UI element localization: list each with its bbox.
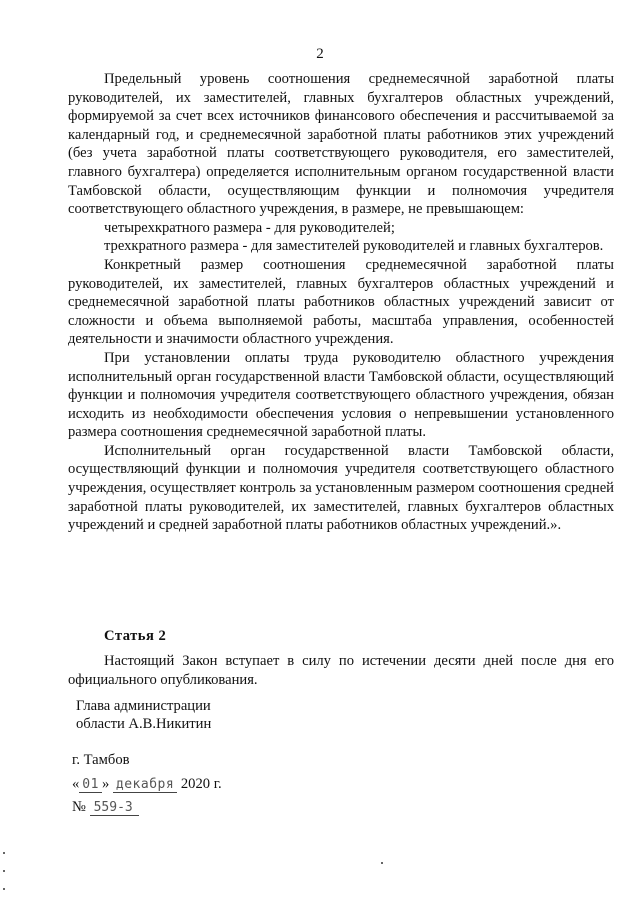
law-number: [72, 799, 139, 816]
date-day: 01: [79, 777, 102, 793]
article-2-text-block: [68, 652, 614, 689]
article-2-heading: Статья 2: [104, 628, 167, 644]
date-year: 2020 г.: [180, 776, 222, 792]
number-label: №: [72, 799, 86, 815]
number-value: 559-З: [90, 800, 139, 816]
date-month: декабря: [113, 777, 177, 793]
signature-block: [76, 697, 211, 733]
article-1-continuation: [68, 70, 614, 535]
paragraph-heads: четырехкратного размера - для руководителей;: [104, 219, 395, 236]
paragraph-specific-ratio: Конкретный размер соотношения среднемесячной заработной платы руководителей, их заместителей, главных бухгалтеров областных учреждений и среднемесячной заработной платы работников областных учреждений зависит от сложности и объема выполняемой работы, масштаба управления, особенностей деятельности и значимости областного учреждения.: [68, 256, 614, 348]
scan-artifact: [3, 888, 5, 890]
paragraph-control: Исполнительный орган государственной власти Тамбовской области, осуществляющий функции и полномочия учредителя соответствующего областного учреждения, осуществляет контроль за установленным размером соотношения средней заработной платы руководителей, их заместителей, главных бухгалтеров областных учреждений и средней заработной платы работников областных учреждений.».: [68, 442, 614, 534]
date-close-quote: »: [101, 776, 110, 792]
article-2-text: Настоящий Закон вступает в силу по истечении десяти дней после дня его официального опубликования.: [68, 653, 614, 688]
signing-date: [72, 776, 222, 793]
paragraph-deputies: трехкратного размера - для заместителей руководителей и главных бухгалтеров.: [104, 238, 604, 255]
city: г. Тамбов: [72, 752, 130, 768]
paragraph-pay-setting: При установлении оплаты труда руководителю областного учреждения исполнительный орган государственной власти Тамбовской области, осуществляющий функции и полномочия учредителя соответствующего областного учреждения, обязан исходить из необходимости обеспечения условия о непревышении установленного размера соотношения среднемесячной заработной платы.: [68, 349, 614, 441]
paragraph-limit-level: Предельный уровень соотношения среднемесячной заработной платы руководителей, их заместителей, главных бухгалтеров областных учреждений, формируемой за счет всех источников финансового обеспечения и рассчитываемой за календарный год, и среднемесячной заработной платы работников этих учреждений (без учета заработной платы соответствующего руководителя, его заместителей, главного бухгалтера) определяется исполнительным органом государственной власти Тамбовской области, осуществляющим функции и полномочия учредителя соответствующего областного учреждения, в размере, не превышающем:: [68, 71, 614, 218]
scan-artifact: [3, 852, 5, 854]
signature-title: Глава администрации: [76, 698, 211, 714]
date-open-quote: «: [72, 776, 80, 792]
scan-artifact: [3, 870, 5, 872]
scan-artifact: [381, 862, 383, 864]
signature-name: области А.В.Никитин: [76, 716, 212, 732]
page-number: 2: [316, 46, 324, 62]
